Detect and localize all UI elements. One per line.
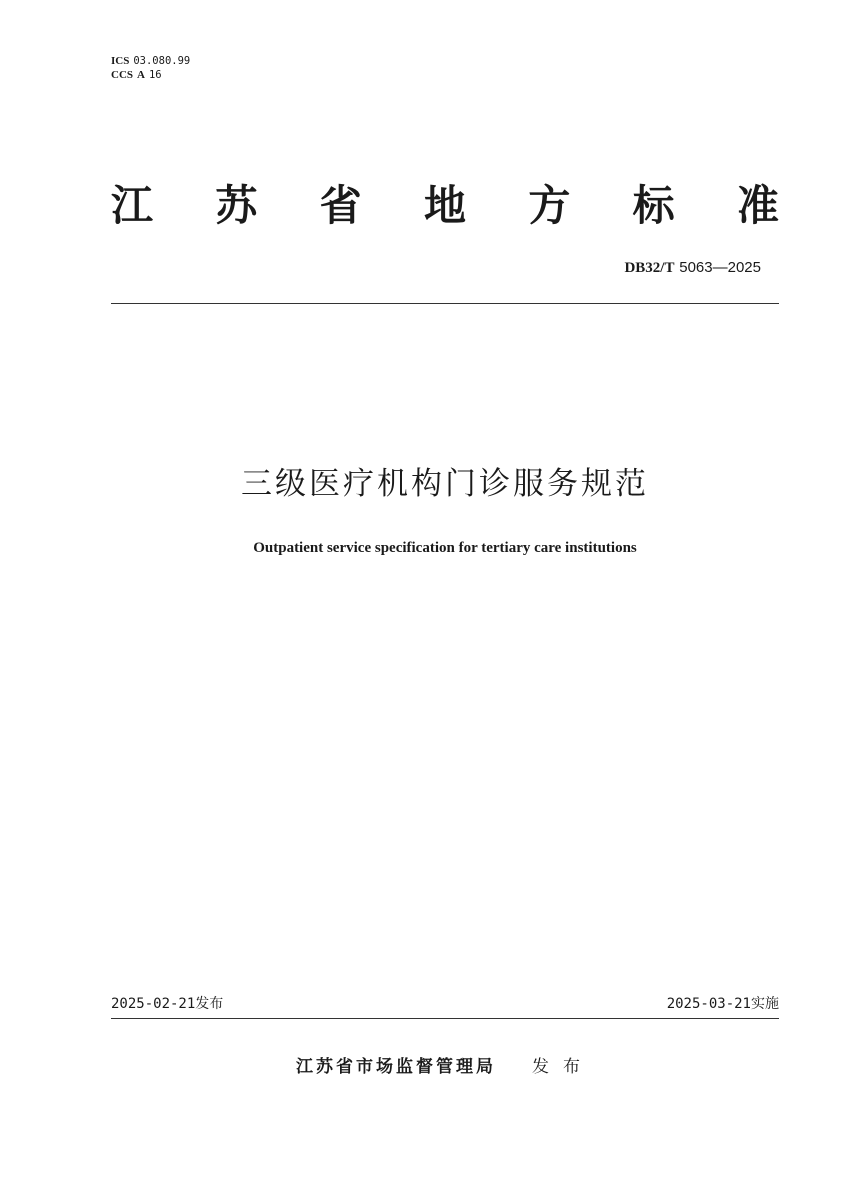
issuer-action: 发布 <box>532 1057 594 1077</box>
issuing-authority <box>0 1052 850 1077</box>
standard-number <box>624 258 761 277</box>
classification-codes <box>111 54 190 82</box>
effective-date: 2025-03-21 <box>666 996 751 1012</box>
standard-prefix: DB32/T <box>624 260 675 276</box>
issue-date-line <box>111 993 223 1013</box>
ics-code <box>111 54 190 68</box>
issue-label: 发布 <box>195 996 224 1012</box>
standard-type-banner <box>111 182 779 230</box>
banner-char: 标 <box>632 181 675 230</box>
issuer-name: 江苏省市场监督管理局 <box>296 1057 496 1077</box>
banner-char: 准 <box>736 181 779 230</box>
ics-label: ICS <box>111 55 130 67</box>
standard-code: 5063—2025 <box>679 259 761 276</box>
ccs-code <box>111 68 190 82</box>
ics-value: 03.080.99 <box>133 55 191 67</box>
footer-divider <box>111 1018 779 1019</box>
header-divider <box>111 303 779 304</box>
document-title-chinese: 三级医疗机构门诊服务规范 <box>241 466 649 502</box>
issue-date: 2025-02-21 <box>111 996 196 1012</box>
banner-char: 省 <box>319 181 362 230</box>
banner-char: 地 <box>423 181 466 230</box>
banner-char: 苏 <box>215 181 258 230</box>
banner-char: 方 <box>528 181 571 230</box>
banner-char: 江 <box>111 181 154 230</box>
effective-label: 实施 <box>751 996 779 1012</box>
document-title-english: Outpatient service specification for tertiary care institutions <box>253 540 637 556</box>
ccs-letter: A <box>137 69 145 81</box>
ccs-label: CCS <box>111 69 134 81</box>
ccs-value: 16 <box>148 69 162 81</box>
effective-date-line <box>667 993 779 1013</box>
